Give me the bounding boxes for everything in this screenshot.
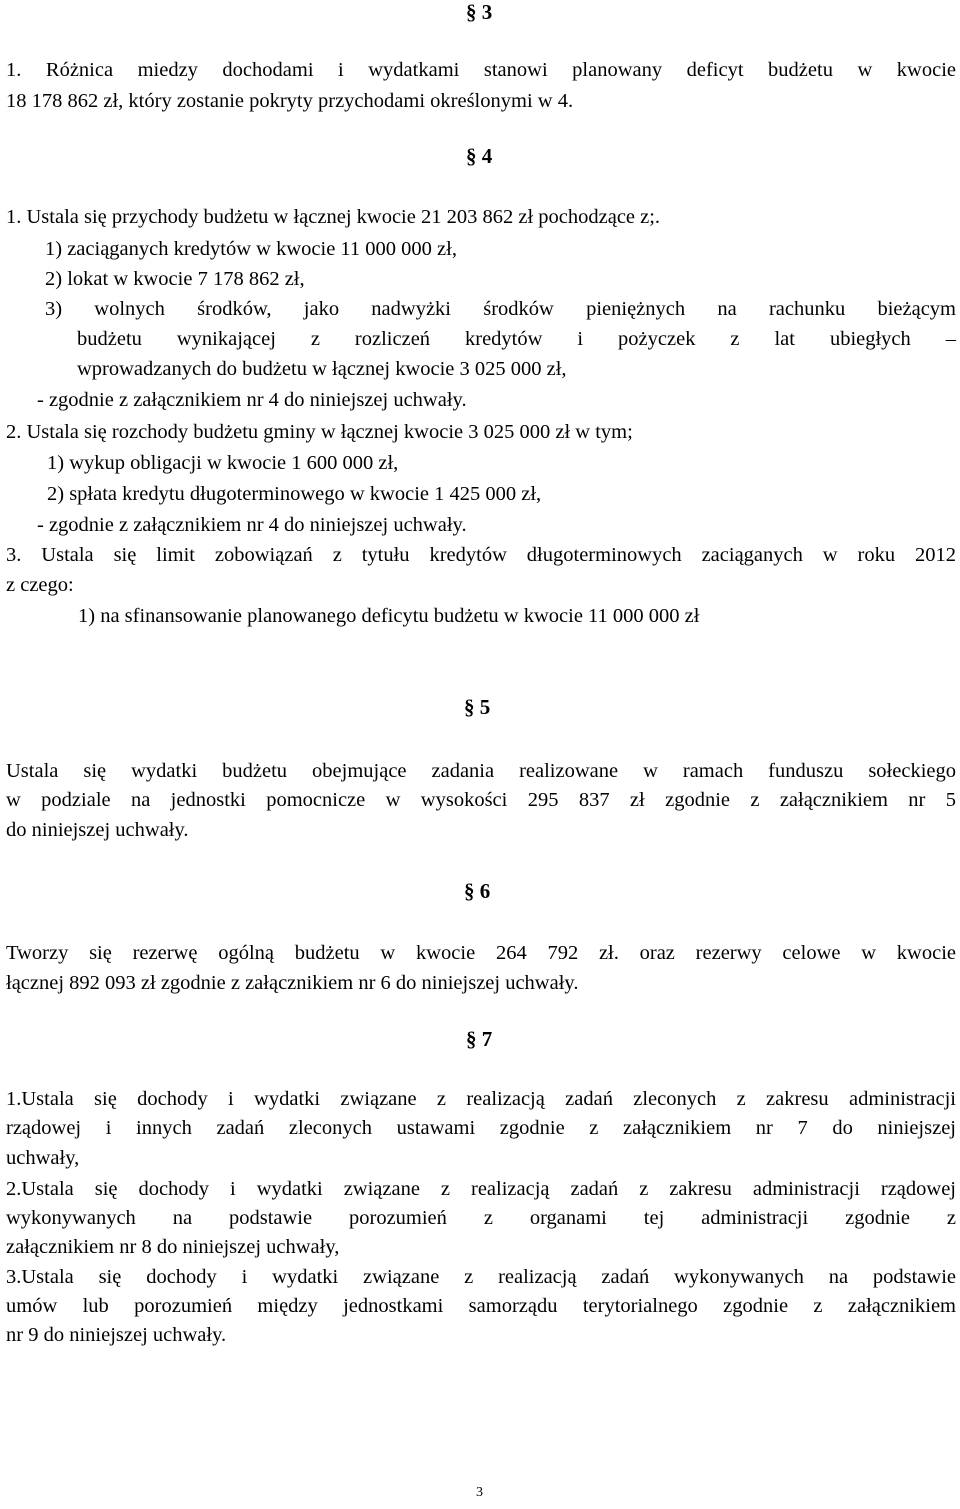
s4-para2: 2. Ustala się rozchody budżetu gminy w łącznej kwocie 3 025 000 zł w tym; — [6, 421, 633, 443]
section-7-heading: § 7 — [466, 1027, 493, 1051]
s5-line3: do niniejszej uchwały. — [6, 819, 189, 841]
s4-para3-line1: 3. Ustala się limit zobowiązań z tytułu kredytów długoterminowych zaciąganych w roku 2012 — [6, 544, 956, 566]
s7-para1-line3: uchwały, — [6, 1147, 80, 1169]
s7-para3-line2: umów lub porozumień między jednostkami samorządu terytorialnego zgodnie z załącznikiem — [6, 1295, 956, 1317]
s4-para1: 1. Ustala się przychody budżetu w łącznej kwocie 21 203 862 zł pochodzące z;. — [6, 206, 661, 228]
s7-para2-line1: 2.Ustala się dochody i wydatki związane z realizacją zadań z zakresu administracji rządowej — [6, 1178, 956, 1200]
s4-para1-item2: 2) lokat w kwocie 7 178 862 zł, — [45, 268, 305, 290]
s6-line2: łącznej 892 093 zł zgodnie z załącznikiem nr 6 do niniejszej uchwały. — [6, 972, 579, 994]
section-3-heading: § 3 — [466, 0, 493, 24]
s5-line2: w podziale na jednostki pomocnicze w wysokości 295 837 zł zgodnie z załącznikiem nr 5 — [6, 789, 956, 811]
s3-para1-line2: 18 178 862 zł, który zostanie pokryty przychodami określonymi w 4. — [6, 90, 574, 112]
s4-para1-item1: 1) zaciąganych kredytów w kwocie 11 000 000 zł, — [45, 238, 457, 260]
s4-para2-item1: 1) wykup obligacji w kwocie 1 600 000 zł, — [47, 452, 399, 474]
s7-para2-line2: wykonywanych na podstawie porozumień z organami tej administracji zgodnie z — [6, 1207, 956, 1229]
s7-para1-line1: 1.Ustala się dochody i wydatki związane z realizacją zadań zleconych z zakresu administracji — [6, 1088, 956, 1110]
s7-para3-line3: nr 9 do niniejszej uchwały. — [6, 1324, 227, 1346]
s7-para1-line2: rządowej i innych zadań zleconych ustawami zgodnie z załącznikiem nr 7 do niniejszej — [6, 1117, 956, 1139]
s5-line1: Ustala się wydatki budżetu obejmujące zadania realizowane w ramach funduszu sołeckiego — [6, 760, 956, 782]
s7-para3-line1: 3.Ustala się dochody i wydatki związane z realizacją zadań wykonywanych na podstawie — [6, 1266, 956, 1288]
s4-para1-note: - zgodnie z załącznikiem nr 4 do niniejszej uchwały. — [37, 389, 467, 411]
section-6-heading: § 6 — [464, 879, 491, 903]
s7-para2-line3: załącznikiem nr 8 do niniejszej uchwały, — [6, 1236, 340, 1258]
s4-para1-item3-line2: budżetu wynikającej z rozliczeń kredytów i pożyczek z lat ubiegłych – — [77, 328, 956, 350]
s4-para1-item3-line3: wprowadzanych do budżetu w łącznej kwocie 3 025 000 zł, — [77, 358, 567, 380]
s4-para1-item3-line1: 3) wolnych środków, jako nadwyżki środków pieniężnych na rachunku bieżącym — [45, 298, 956, 320]
section-4-heading: § 4 — [466, 144, 493, 168]
s4-para3-line2: z czego: — [6, 574, 74, 596]
s4-para2-item2: 2) spłata kredytu długoterminowego w kwocie 1 425 000 zł, — [47, 483, 542, 505]
s6-line1: Tworzy się rezerwę ogólną budżetu w kwocie 264 792 zł. oraz rezerwy celowe w kwocie — [6, 942, 956, 964]
s4-para3-item1: 1) na sfinansowanie planowanego deficytu budżetu w kwocie 11 000 000 zł — [78, 605, 700, 627]
page-number: 3 — [476, 1485, 483, 1500]
s3-para1-line1: 1. Różnica miedzy dochodami i wydatkami stanowi planowany deficyt budżetu w kwocie — [6, 59, 956, 81]
section-5-heading: § 5 — [464, 695, 491, 719]
s4-para2-note: - zgodnie z załącznikiem nr 4 do niniejszej uchwały. — [37, 514, 467, 536]
